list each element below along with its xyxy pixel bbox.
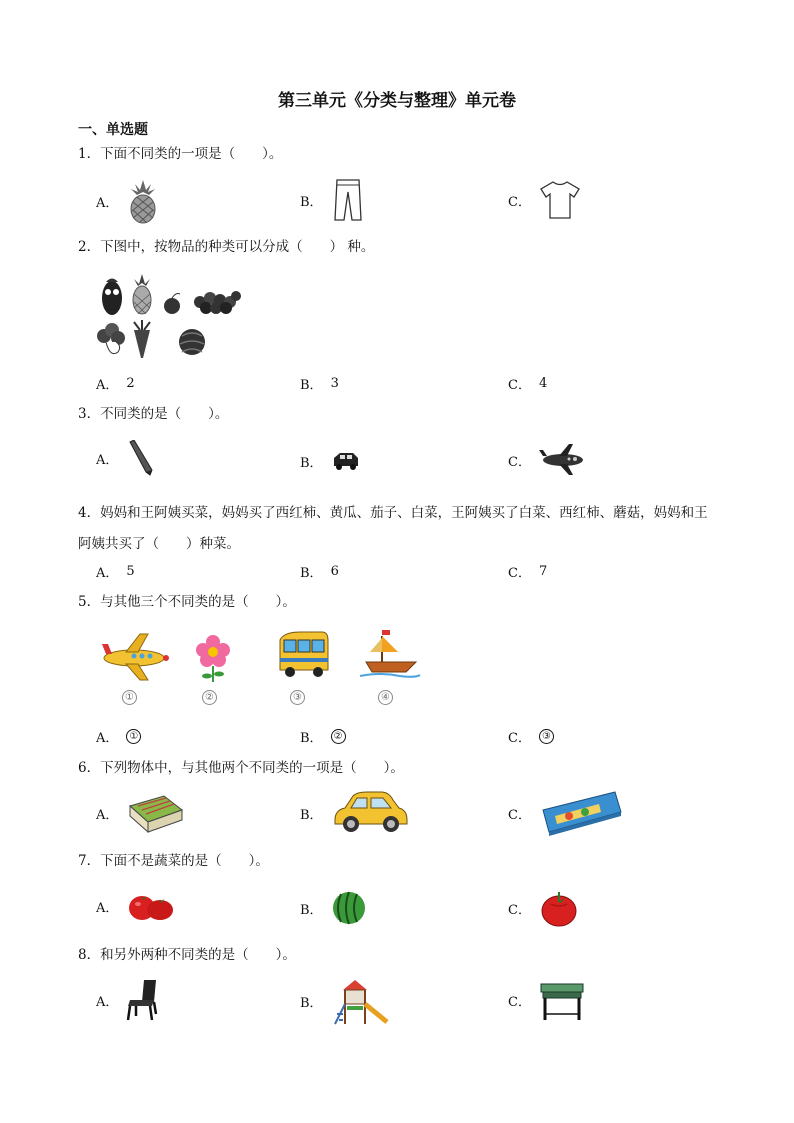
option-label: A．	[96, 452, 119, 468]
book-icon	[126, 792, 184, 834]
q5-option-b[interactable]	[300, 727, 346, 746]
flower-icon	[196, 635, 230, 682]
option-label: B．	[300, 194, 323, 210]
option-value: 3	[330, 376, 339, 391]
section-heading: 一、单选题	[78, 122, 148, 138]
q7-option-c[interactable]	[508, 888, 579, 928]
q4-option-c[interactable]	[508, 562, 547, 581]
option-label: A．	[96, 195, 119, 211]
q2-picture-group	[96, 270, 246, 360]
q1-option-c[interactable]	[508, 180, 581, 220]
table-icon	[539, 978, 585, 1022]
q8-option-b[interactable]	[300, 976, 391, 1026]
option-label: C．	[508, 994, 531, 1010]
option-label: C．	[508, 807, 531, 823]
option-label: B．	[300, 378, 323, 393]
carrot-icon	[134, 320, 150, 358]
tomato-icon	[539, 888, 579, 928]
picture-number-4: ④	[378, 690, 393, 705]
option-label: B．	[300, 902, 323, 918]
pineapple-icon	[126, 178, 160, 224]
picture-number-2: ②	[202, 690, 217, 705]
q2-option-a[interactable]	[96, 374, 135, 393]
q7-option-a[interactable]	[96, 890, 176, 922]
option-label: A．	[96, 807, 119, 823]
question-5: 5．与其他三个不同类的是（ ）。	[78, 594, 296, 610]
grapes-icon	[194, 291, 241, 314]
car-icon	[331, 790, 409, 836]
chair-icon	[126, 978, 160, 1022]
option-label: B．	[300, 455, 323, 471]
option-value: 2	[126, 376, 135, 391]
question-3: 3．不同类的是（ ）。	[78, 406, 229, 422]
playground-slide-icon	[331, 976, 391, 1026]
question-8: 8．和另外两种不同类的是（ ）。	[78, 947, 296, 963]
q8-option-c[interactable]	[508, 978, 585, 1022]
option-label: A．	[96, 566, 119, 581]
question-1: 1．下面不同类的一项是（ ）。	[78, 146, 283, 162]
option-label: A．	[96, 378, 119, 393]
question-7: 7．下面不是蔬菜的是（ ）。	[78, 853, 269, 869]
sailboat-icon	[360, 630, 420, 677]
option-label: C．	[508, 194, 531, 210]
q2-option-c[interactable]	[508, 374, 547, 393]
watermelon-icon	[331, 890, 367, 926]
option-value: 4	[538, 376, 548, 391]
q3-option-a[interactable]	[96, 440, 156, 476]
eggplant-icon	[102, 279, 122, 316]
q5-picture-row	[100, 628, 430, 684]
q5-option-c[interactable]	[508, 727, 554, 746]
option-label: C．	[508, 731, 531, 746]
option-value: 6	[330, 564, 339, 579]
option-label: C．	[508, 566, 531, 581]
question-2: 2．下图中，按物品的种类可以分成（ ） 种。	[78, 239, 375, 255]
question-4: 4．妈妈和王阿姨买菜，妈妈买了西红柿、黄瓜、茄子、白菜，王阿姨买了白菜、西红柿、蘑菇，妈妈和王阿姨共买了（ ）种菜。	[78, 505, 708, 552]
airplane-icon	[539, 444, 587, 476]
airplane-icon	[102, 634, 169, 680]
option-value: 7	[538, 564, 548, 579]
tshirt-icon	[539, 180, 581, 220]
option-label: B．	[300, 995, 323, 1011]
q7-option-b[interactable]	[300, 890, 367, 926]
q4-option-a[interactable]	[96, 562, 135, 581]
option-label: C．	[508, 378, 531, 393]
q6-option-b[interactable]	[300, 790, 409, 836]
option-label: A．	[96, 731, 119, 746]
option-label: B．	[300, 807, 323, 823]
peach-icon	[164, 294, 180, 315]
pineapple-icon	[133, 274, 151, 314]
q2-option-b[interactable]	[300, 374, 339, 393]
tomato-icon	[126, 890, 176, 922]
option-label: A．	[96, 900, 119, 916]
pants-icon	[331, 178, 365, 222]
q5-option-a[interactable]	[96, 727, 141, 746]
option-label: A．	[96, 994, 119, 1010]
q1-option-a[interactable]	[96, 178, 160, 224]
option-value: ③	[539, 729, 554, 744]
option-label: B．	[300, 566, 323, 581]
option-label: B．	[300, 731, 323, 746]
pencil-icon	[126, 440, 156, 476]
q1-option-b[interactable]	[300, 178, 365, 222]
bus-icon	[280, 632, 328, 677]
q6-option-c[interactable]	[508, 790, 623, 836]
q4-option-b[interactable]	[300, 562, 339, 581]
option-label: C．	[508, 454, 531, 470]
question-6: 6．下列物体中，与其他两个不同类的一项是（ ）。	[78, 760, 404, 776]
cauliflower-icon	[97, 323, 125, 354]
picture-number-3: ③	[290, 690, 305, 705]
option-value: ②	[331, 729, 346, 744]
car-icon	[331, 450, 361, 472]
q6-option-a[interactable]	[96, 792, 184, 834]
option-value: 5	[126, 564, 135, 579]
q3-option-c[interactable]	[508, 444, 587, 476]
page-title: 第三单元《分类与整理》单元卷	[278, 91, 516, 111]
q3-option-b[interactable]	[300, 450, 361, 472]
option-value: ①	[126, 729, 141, 744]
pencil-box-icon	[539, 790, 623, 836]
q8-option-a[interactable]	[96, 978, 160, 1022]
watermelon-icon	[179, 329, 205, 355]
option-label: C．	[508, 902, 531, 918]
picture-number-1: ①	[122, 690, 137, 705]
